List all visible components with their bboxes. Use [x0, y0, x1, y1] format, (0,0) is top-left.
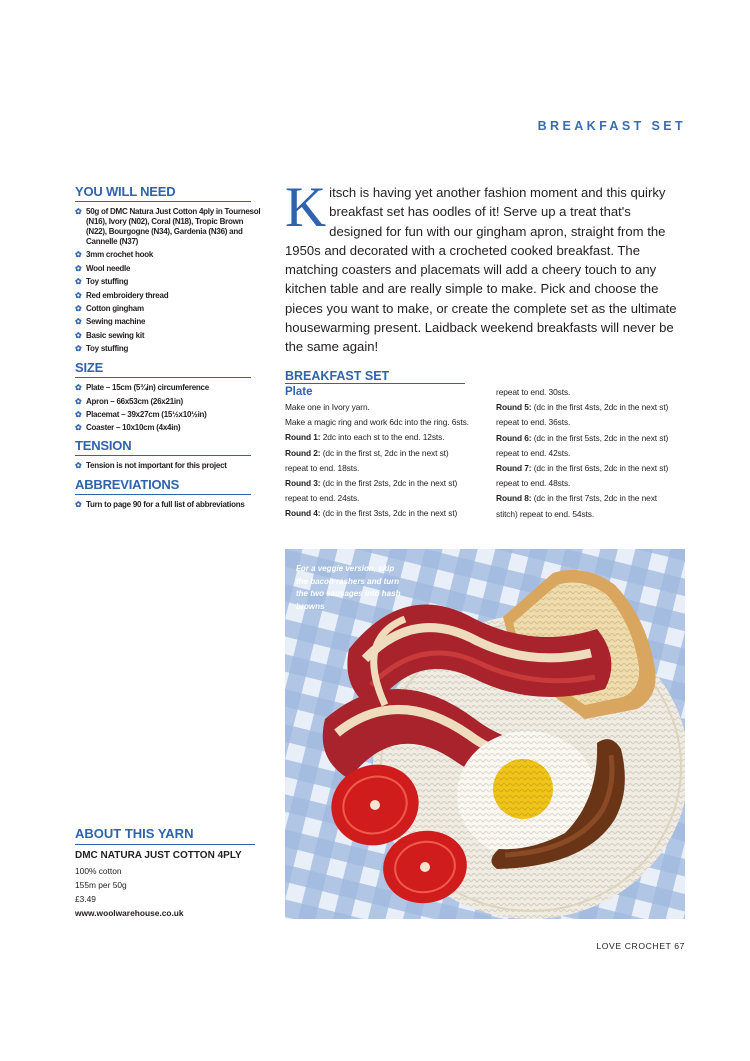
pattern-line — [285, 491, 490, 506]
bullet-text: Coaster – 10x10cm (4x4in) — [86, 423, 181, 433]
flower-bullet-icon: ✿ — [75, 344, 82, 354]
bullet-text: 3mm crochet hook — [86, 250, 154, 260]
you-will-need-heading: YOU WILL NEED — [75, 184, 176, 199]
flower-bullet-icon: ✿ — [75, 317, 82, 327]
bullet-text: Plate – 15cm (5¾in) circumference — [86, 383, 209, 393]
photo-caption: For a veggie version, skip the bacon rashers and turn the two sausages into hash browns — [296, 564, 401, 611]
abbreviations-list — [75, 500, 265, 510]
pattern-line — [285, 476, 490, 491]
flower-bullet-icon: ✿ — [75, 303, 82, 313]
pattern-line — [496, 400, 686, 415]
intro-paragraph — [285, 176, 685, 357]
pattern-line — [496, 507, 686, 522]
flower-bullet-icon: ✿ — [75, 290, 82, 300]
bullet-item — [75, 304, 265, 314]
pattern-line — [285, 415, 490, 430]
bullet-item — [75, 423, 265, 433]
bullet-item — [75, 461, 265, 471]
flower-bullet-icon: ✿ — [75, 383, 82, 393]
bullet-item — [75, 410, 265, 420]
bullet-item — [75, 317, 265, 327]
bullet-text: Wool needle — [86, 263, 131, 273]
round-text: 2dc into each st to the end. 12sts. — [320, 432, 445, 443]
plate-subheading: Plate — [285, 386, 313, 398]
pattern-line — [496, 446, 686, 461]
round-text: (dc in the first 6sts, 2dc in the next st) — [531, 463, 669, 474]
round-text: repeat to end. 30sts. — [496, 387, 571, 397]
abbreviations-heading: ABBREVIATIONS — [75, 477, 180, 493]
yarn-name: DMC NATURA JUST COTTON 4PLY — [75, 850, 242, 861]
round-text: (dc in the first 2sts, 2dc in the next st) — [320, 478, 458, 489]
heading-rule — [75, 455, 251, 456]
pattern-line — [285, 446, 490, 461]
pattern-line — [496, 476, 686, 491]
flower-bullet-icon: ✿ — [75, 461, 82, 471]
round-label: Round 7: — [496, 463, 532, 474]
bullet-text: Toy stuffing — [86, 344, 129, 354]
pattern-line — [285, 461, 490, 476]
flower-bullet-icon: ✿ — [75, 396, 82, 406]
round-label: Round 2: — [285, 447, 321, 458]
round-text: (dc in the first 3sts, 2dc in the next st) — [320, 508, 458, 519]
flower-bullet-icon: ✿ — [75, 409, 82, 419]
round-text: (dc in the first 4sts, 2dc in the next st) — [531, 402, 669, 413]
page-folio: LOVE CROCHET 67 — [596, 941, 685, 951]
bullet-text: Sewing machine — [86, 317, 146, 327]
bullet-item — [75, 207, 265, 247]
round-text: repeat to end. 48sts. — [496, 478, 571, 489]
section-tag: BREAKFAST SET — [537, 119, 686, 133]
pattern-line — [285, 506, 490, 521]
flower-bullet-icon: ✿ — [75, 250, 82, 260]
bullet-item — [75, 277, 265, 287]
round-text: repeat to end. 36sts. — [496, 417, 571, 428]
flower-bullet-icon: ✿ — [75, 500, 82, 510]
bullet-item — [75, 331, 265, 341]
bullet-text: Basic sewing kit — [86, 330, 145, 340]
yarn-composition: 100% cotton — [75, 866, 122, 876]
round-label: Round 6: — [496, 432, 532, 443]
pattern-line — [496, 491, 686, 506]
round-text: (dc in the first 5sts, 2dc in the next st) — [531, 432, 669, 443]
pattern-heading-rule — [285, 383, 465, 384]
pattern-line — [285, 430, 490, 445]
bullet-item — [75, 397, 265, 407]
yarn-heading: ABOUT THIS YARN — [75, 826, 194, 841]
flower-bullet-icon: ✿ — [75, 207, 82, 216]
bullet-text: Turn to page 90 for a full list of abbreviations — [86, 500, 245, 510]
flower-bullet-icon: ✿ — [75, 277, 82, 287]
bullet-text: Toy stuffing — [86, 277, 129, 287]
pattern-column-1 — [285, 400, 490, 522]
flower-bullet-icon: ✿ — [75, 263, 82, 273]
round-text: repeat to end. 24sts. — [285, 493, 360, 504]
pattern-line — [496, 415, 686, 430]
bullet-item — [75, 250, 265, 260]
yarn-length: 155m per 50g — [75, 880, 127, 890]
bullet-text: Apron – 66x53cm (26x21in) — [86, 396, 183, 406]
round-text: Make a magic ring and work 6dc into the ring. 6sts. — [285, 417, 469, 428]
heading-rule — [75, 377, 251, 378]
drop-cap: K — [285, 176, 327, 239]
round-text: stitch) repeat to end. 54sts. — [496, 508, 595, 519]
flower-bullet-icon: ✿ — [75, 330, 82, 340]
flower-bullet-icon: ✿ — [75, 423, 82, 433]
yarn-url-link[interactable]: www.woolwarehouse.co.uk — [75, 908, 184, 918]
heading-rule — [75, 494, 251, 495]
you-will-need-list — [75, 207, 265, 354]
bullet-item — [75, 344, 265, 354]
pattern-line — [496, 385, 686, 400]
size-heading: SIZE — [75, 360, 104, 376]
round-label: Round 5: — [496, 402, 532, 413]
bullet-text: Cotton gingham — [86, 303, 144, 313]
bullet-item — [75, 383, 265, 393]
round-text: repeat to end. 42sts. — [496, 447, 571, 458]
bullet-text: Tension is not important for this project — [86, 461, 227, 471]
pattern-line — [496, 461, 686, 476]
intro-text: itsch is having yet another fashion moment and this quirky breakfast set has oodles of it! Serve up a treat that's designed for fun with our gingham apron, straight from the 1950s and decorated with a crocheted cooked breakfast. The matching coasters and placemats will add a cheery touch to any kitchen table and are really simple to make. Pick and choose the pieces you want to make, or create the complete set as the ultimate housewarming present. Laidback weekend breakfasts will never be the same again! — [285, 185, 677, 355]
round-text: (dc in the first st, 2dc in the next st) — [320, 447, 449, 458]
bullet-text: Placemat – 39x27cm (15½x10½in) — [86, 409, 207, 419]
tension-heading: TENSION — [75, 438, 132, 454]
yarn-heading-rule — [75, 844, 255, 845]
pattern-line — [285, 400, 490, 415]
pattern-heading: BREAKFAST SET — [285, 369, 390, 383]
round-text: Make one in Ivory yarn. — [285, 402, 370, 412]
heading-rule — [75, 201, 251, 202]
bullet-text: 50g of DMC Natura Just Cotton 4ply in Tournesol (N16), Ivory (N02), Coral (N18), Tropic Brown (N22), Bourgogne (N34), Gardenia (N36) and Cannelle (N37) — [86, 207, 261, 246]
round-text: (dc in the first 7sts, 2dc in the next — [531, 493, 658, 504]
round-label: Round 4: — [285, 508, 321, 519]
sidebar — [75, 184, 265, 514]
round-label: Round 1: — [285, 432, 321, 443]
round-text: repeat to end. 18sts. — [285, 462, 360, 473]
size-list — [75, 383, 265, 433]
round-label: Round 3: — [285, 478, 321, 489]
pattern-line — [496, 431, 686, 446]
bullet-item — [75, 291, 265, 301]
yarn-price: £3.49 — [75, 894, 96, 904]
round-label: Round 8: — [496, 493, 532, 504]
bullet-text: Red embroidery thread — [86, 290, 169, 300]
bullet-item — [75, 264, 265, 274]
tension-list — [75, 461, 265, 471]
pattern-column-2 — [496, 385, 686, 522]
bullet-item — [75, 500, 265, 510]
